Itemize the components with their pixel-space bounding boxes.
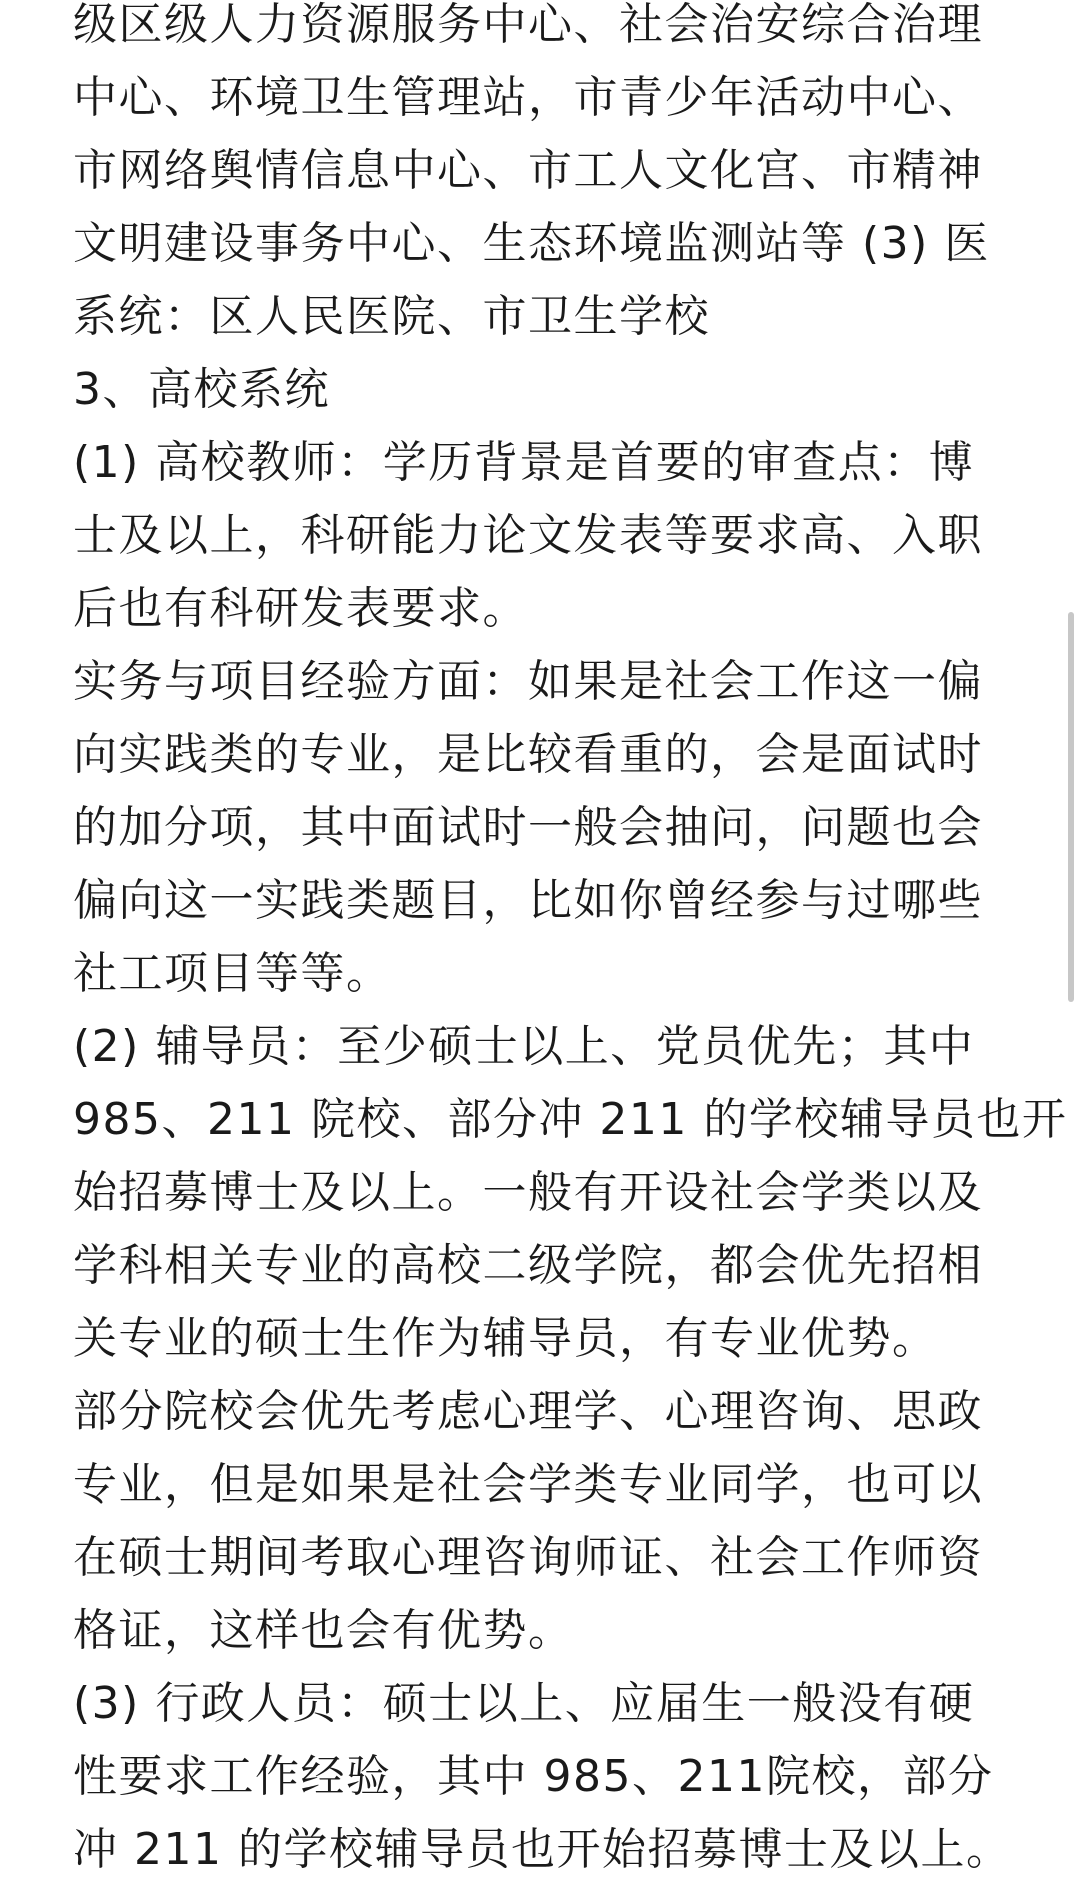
text-line: 专业，但是如果是社会学类专业同学，也可以 xyxy=(73,1459,983,1510)
text-line: 士及以上，科研能力论文发表等要求高、入职 xyxy=(73,510,983,561)
text-line: 关专业的硕士生作为辅导员，有专业优势。 xyxy=(73,1313,938,1364)
text-line: 的加分项，其中面试时一般会抽问，问题也会 xyxy=(73,802,983,853)
text-line: 985、211 院校、部分冲 211 的学校辅导员也开 xyxy=(73,1094,1068,1145)
text-line: 始招募博士及以上。一般有开设社会学类以及 xyxy=(73,1167,983,1218)
text-line: 后也有科研发表要求。 xyxy=(73,583,528,634)
text-line: 部分院校会优先考虑心理学、心理咨询、思政 xyxy=(73,1386,983,1437)
text-line: 性要求工作经验，其中 985、211院校，部分 xyxy=(73,1751,994,1802)
text-line: 实务与项目经验方面：如果是社会工作这一偏 xyxy=(73,656,983,707)
text-line: (3) 行政人员：硕士以上、应届生一般没有硬 xyxy=(73,1678,975,1729)
section-heading: 3、高校系统 xyxy=(73,364,330,415)
text-line: 系统：区人民医院、市卫生学校 xyxy=(73,291,710,342)
text-line: 偏向这一实践类题目，比如你曾经参与过哪些 xyxy=(73,875,983,926)
text-line: 市网络舆情信息中心、市工人文化宫、市精神 xyxy=(73,145,983,196)
text-line: 冲 211 的学校辅导员也开始招募博士及以上。 xyxy=(73,1824,1012,1875)
text-line: 社工项目等等。 xyxy=(73,948,392,999)
text-line: (2) 辅导员：至少硕士以上、党员优先；其中 xyxy=(73,1021,975,1072)
vertical-scrollbar[interactable] xyxy=(1068,612,1074,1002)
text-line: 学科相关专业的高校二级学院，都会优先招相 xyxy=(73,1240,983,1291)
text-line: (1) 高校教师：学历背景是首要的审查点：博 xyxy=(73,437,975,488)
text-line: 在硕士期间考取心理咨询师证、社会工作师资 xyxy=(73,1532,983,1583)
text-line: 向实践类的专业，是比较看重的，会是面试时 xyxy=(73,729,983,780)
text-line: 级区级人力资源服务中心、社会治安综合治理 xyxy=(73,0,983,50)
text-line: 格证，这样也会有优势。 xyxy=(73,1605,574,1656)
text-line: 文明建设事务中心、生态环境监测站等 (3) 医 xyxy=(73,218,990,269)
document-text xyxy=(73,0,1068,1886)
text-line: 中心、环境卫生管理站，市青少年活动中心、 xyxy=(73,72,983,123)
